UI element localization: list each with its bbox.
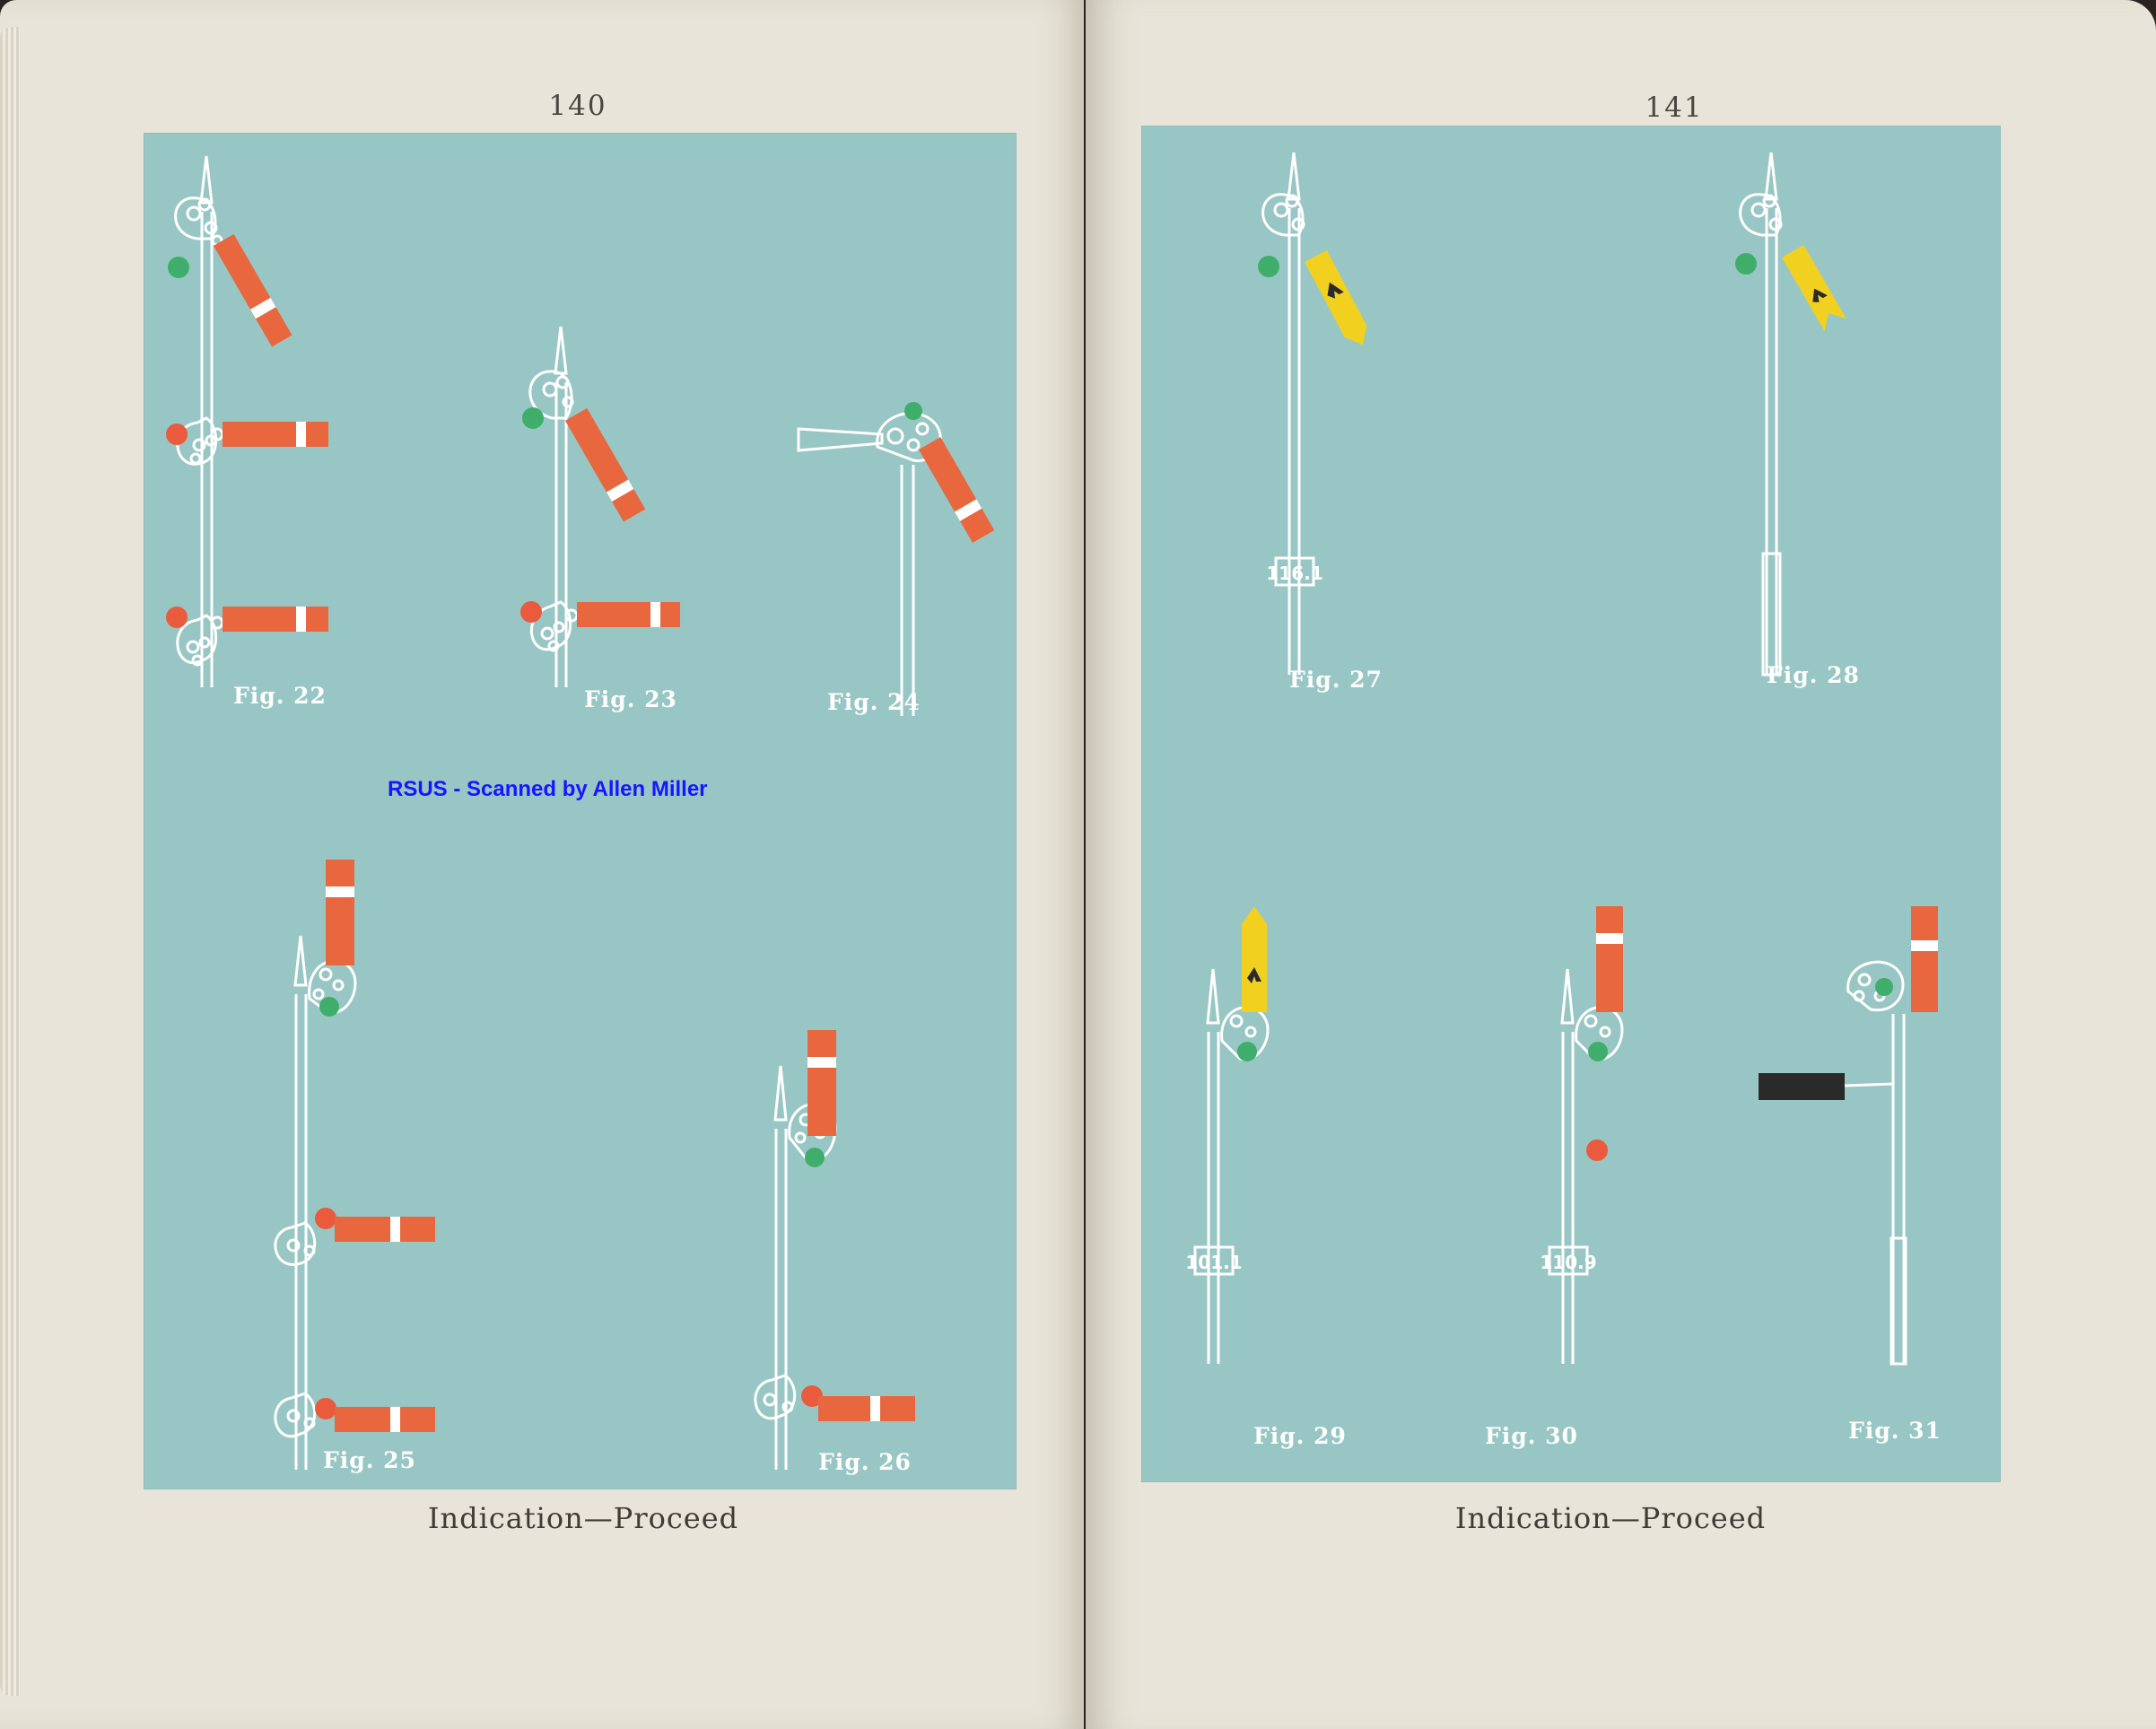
semaphore-signal bbox=[161, 149, 341, 696]
scanner-credit: RSUS - Scanned by Allen Miller bbox=[388, 777, 708, 801]
figure-caption: Fig. 24 bbox=[827, 689, 921, 715]
semaphore-signal bbox=[736, 1030, 915, 1479]
semaphore-signal bbox=[516, 319, 695, 696]
semaphore-signal bbox=[1249, 145, 1392, 684]
figure-caption: Fig. 25 bbox=[323, 1447, 416, 1473]
semaphore-signal bbox=[1726, 145, 1870, 684]
page-caption: Indication—Proceed bbox=[427, 1501, 739, 1535]
figure-caption: Fig. 28 bbox=[1767, 662, 1860, 688]
figure-caption: Fig. 22 bbox=[233, 683, 327, 709]
page-edges bbox=[0, 27, 20, 1696]
signal-plate bbox=[144, 133, 1017, 1489]
semaphore-signal bbox=[1168, 906, 1312, 1373]
page-number: 140 bbox=[548, 90, 607, 122]
signal-plate bbox=[1141, 126, 2001, 1482]
mile-post-number: 116.1 bbox=[1266, 563, 1323, 584]
semaphore-signal bbox=[1523, 906, 1666, 1373]
page-number: 141 bbox=[1645, 92, 1704, 124]
mile-post-number: 101.1 bbox=[1185, 1252, 1243, 1273]
figure-caption: Fig. 30 bbox=[1485, 1423, 1578, 1449]
figure-caption: Fig. 29 bbox=[1253, 1423, 1347, 1449]
figure-caption: Fig. 31 bbox=[1848, 1418, 1942, 1444]
semaphore-signal bbox=[797, 393, 1003, 725]
semaphore-signal bbox=[256, 860, 435, 1479]
right-page bbox=[1086, 0, 2156, 1729]
mile-post-number: 110.9 bbox=[1540, 1252, 1597, 1273]
figure-caption: Fig. 26 bbox=[818, 1449, 912, 1475]
figure-caption: Fig. 23 bbox=[584, 686, 677, 712]
semaphore-signal bbox=[1759, 906, 1974, 1373]
figure-caption: Fig. 27 bbox=[1289, 667, 1383, 693]
page-caption: Indication—Proceed bbox=[1454, 1501, 1767, 1535]
